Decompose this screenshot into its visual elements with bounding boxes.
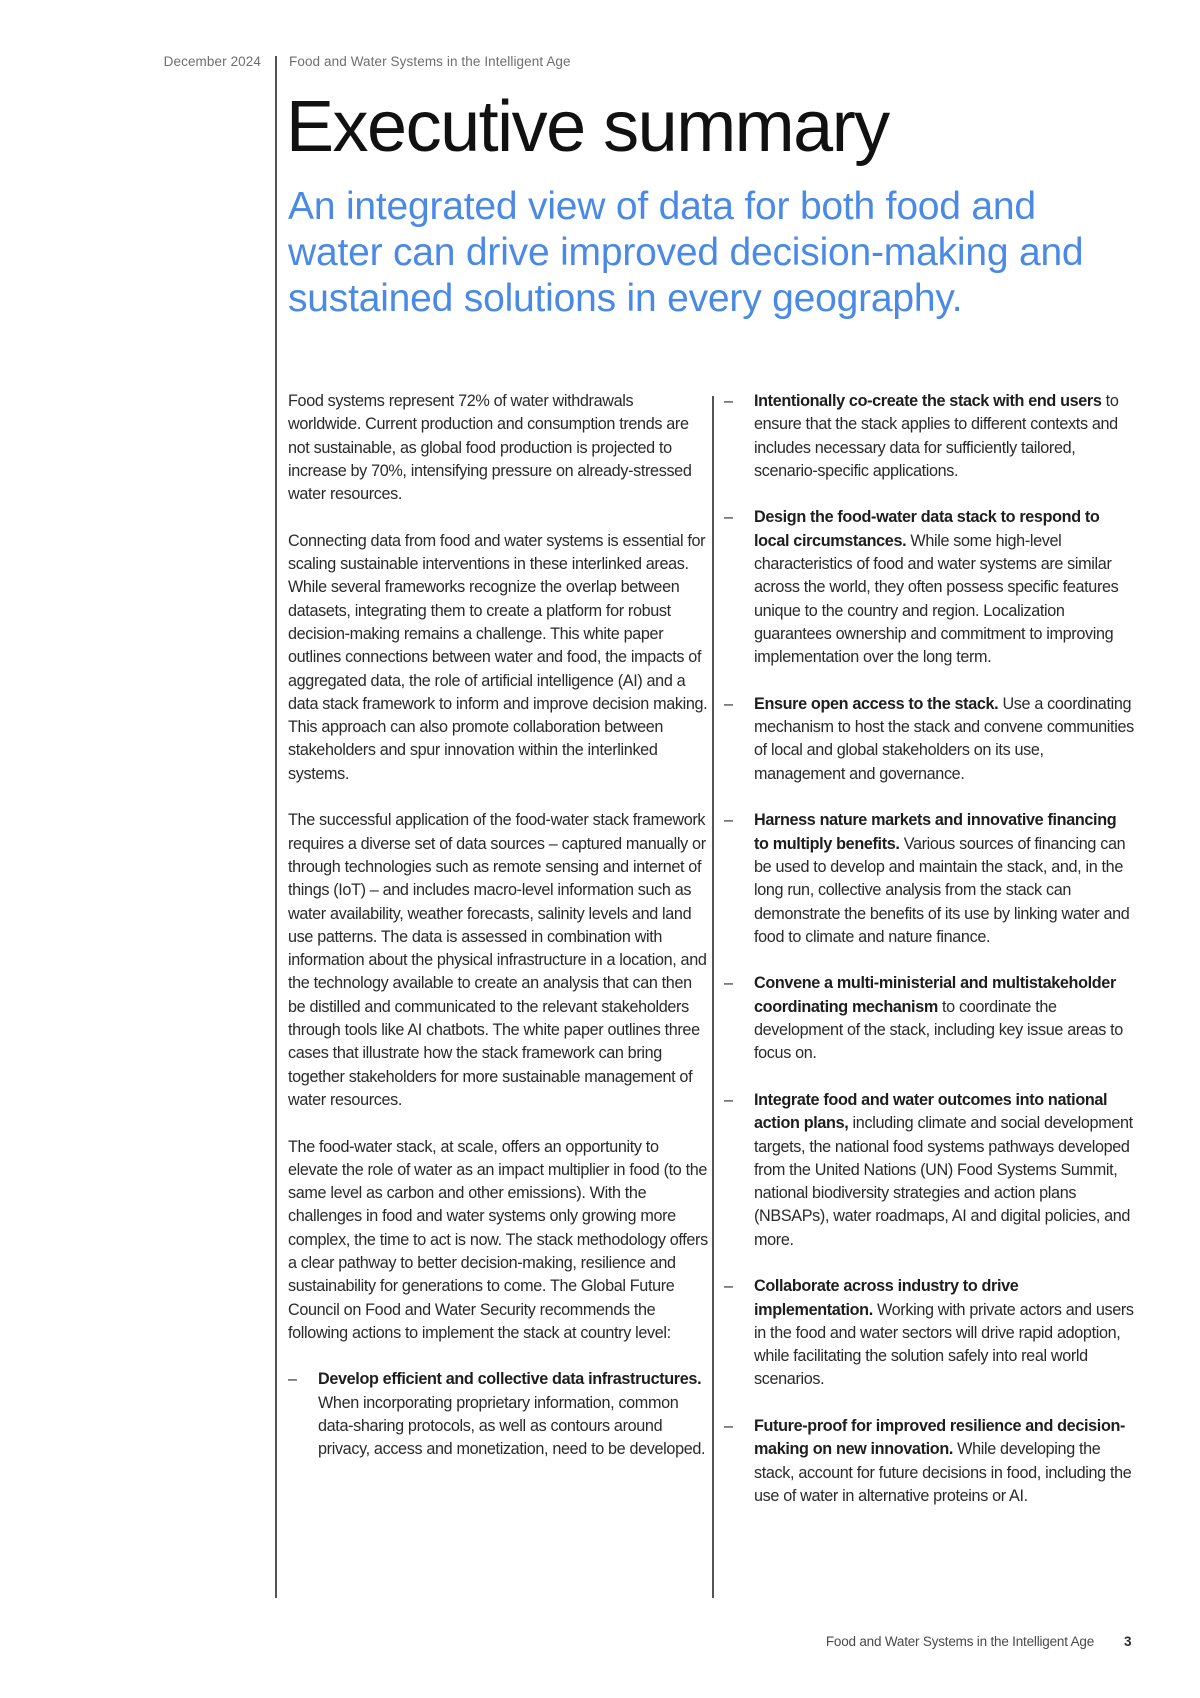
recommendation-text: to coordinate the development of the stack, including key issue areas to focus on.	[754, 997, 1123, 1063]
recommendation-text: Working with private actors and users in the food and water sectors will drive rapid adoption, while facilitating the solution safely into real world scenarios.	[754, 1300, 1134, 1389]
dash-marker: –	[724, 508, 733, 527]
dash-marker: –	[724, 811, 733, 830]
recommendation-text: When incorporating proprietary information, common data-sharing protocols, as well as contours around privacy, access and monetization, need to be developed.	[318, 1393, 706, 1459]
footer-report-title: Food and Water Systems in the Intelligent Age	[825, 1634, 1094, 1649]
recommendation-text: While developing the stack, account for future decisions in food, including the use of water in alternative proteins or AI.	[754, 1440, 1132, 1505]
recommendation-item	[724, 1089, 1134, 1252]
recommendation-item	[724, 693, 1134, 786]
dash-marker: –	[288, 1370, 297, 1389]
recommendation-item	[724, 1275, 1134, 1391]
dash-marker: –	[724, 1277, 733, 1296]
body-paragraph: The food-water stack, at scale, offers an opportunity to elevate the role of water as an impact multiplier in food (to the same level as carbon and other emissions). With the challenges in food and water systems only growing more complex, the time to act is now. The stack methodology offers a clear pathway to better decision-making, resilience and sustainability for generations to come. The Global Future Council on Food and Water Security recommends the following actions to implement the stack at country level:	[288, 1137, 708, 1342]
recommendation-lead: Convene a multi-ministerial and multistakeholder coordinating mechanism	[754, 974, 1116, 1016]
recommendation-lead: Ensure open access to the stack.	[754, 694, 999, 713]
recommendation-item	[288, 1368, 708, 1461]
recommendation-list-left	[288, 1368, 708, 1461]
dash-marker: –	[724, 1417, 733, 1436]
recommendation-item	[724, 506, 1134, 669]
body-paragraph: The successful application of the food-water stack framework requires a diverse set of data sources – captured manually or through technologies such as remote sensing and internet of things (IoT) – and includes macro-level information such as water availability, weather forecasts, salinity levels and land use patterns. The data is assessed in combination with information about the physical infrastructure in a location, and the technology available to create an analysis that can then be distilled and communicated to the relevant stakeholders through tools like AI chatbots. The white paper outlines three cases that illustrate how the stack framework can bring together stakeholders for more sustainable management of water resources.	[288, 811, 707, 1109]
dash-marker: –	[724, 694, 733, 713]
recommendation-list-right	[724, 390, 1134, 1508]
recommendation-item	[724, 390, 1134, 483]
header-date: December 2024	[163, 54, 261, 69]
right-column	[724, 390, 1134, 1508]
recommendation-item	[724, 972, 1134, 1065]
body-paragraph: Connecting data from food and water systems is essential for scaling sustainable interventions in these interlinked areas. While several frameworks recognize the overlap between datasets, integrating them to create a platform for robust decision-making remains a challenge. This white paper outlines connections between water and food, the impacts of aggregated data, the role of artificial intelligence (AI) and a data stack framework to inform and improve decision making. This approach can also promote collaboration between stakeholders and spur innovation within the interlinked systems.	[288, 531, 708, 783]
page-title: Executive summary	[286, 87, 889, 167]
dash-marker: –	[724, 974, 733, 993]
recommendation-item	[724, 1415, 1134, 1508]
recommendation-lead: Intentionally co-create the stack with end users	[754, 392, 1102, 410]
recommendation-text: to ensure that the stack applies to different contexts and includes necessary data for sufficiently tailored, scenario-specific applications.	[754, 392, 1119, 480]
dash-marker: –	[724, 392, 733, 410]
header-report-title: Food and Water Systems in the Intelligent Age	[289, 54, 571, 69]
recommendation-lead: Collaborate across industry to drive implementation.	[754, 1277, 1019, 1319]
recommendation-text: including climate and social development targets, the national food systems pathways developed from the United Nations (UN) Food Systems Summit, national biodiversity strategies and action plans (NBSAPs), water roadmaps, AI and digital policies, and more.	[754, 1114, 1133, 1249]
recommendation-text: While some high-level characteristics of food and water systems are similar across the world, they often possess specific features unique to the country and region. Localization guarantees ownership and commitment to improving implementation over the long term.	[754, 531, 1119, 667]
recommendation-lead: Integrate food and water outcomes into national action plans,	[754, 1090, 1108, 1133]
column-rule	[712, 396, 714, 1598]
margin-rule	[275, 56, 277, 1598]
recommendation-lead: Design the food-water data stack to respond to local circumstances.	[754, 508, 1100, 550]
left-column	[288, 390, 708, 1462]
recommendation-lead: Develop efficient and collective data infrastructures.	[318, 1370, 702, 1389]
recommendation-lead: Future-proof for improved resilience and decision-making on new innovation.	[754, 1417, 1126, 1459]
recommendation-text: Use a coordinating mechanism to host the stack and convene communities of local and global stakeholders on its use, management and governance.	[754, 694, 1134, 783]
page-number: 3	[1124, 1634, 1132, 1649]
recommendation-text: Various sources of financing can be used to develop and maintain the stack, and, in the long run, collective analysis from the stack can demonstrate the benefits of its use by linking water and food to climate and nature finance.	[754, 834, 1130, 946]
recommendation-item	[724, 809, 1134, 949]
dash-marker: –	[724, 1090, 733, 1109]
page-subtitle: An integrated view of data for both food and water can drive improved decision-making and sustained solutions in every geography.	[288, 185, 1084, 320]
recommendation-lead: Harness nature markets and innovative financing to multiply benefits.	[754, 811, 1117, 853]
body-paragraph: Food systems represent 72% of water withdrawals worldwide. Current production and consumption trends are not sustainable, as global food production is projected to increase by 70%, intensifying pressure on already-stressed water resources.	[288, 392, 692, 504]
